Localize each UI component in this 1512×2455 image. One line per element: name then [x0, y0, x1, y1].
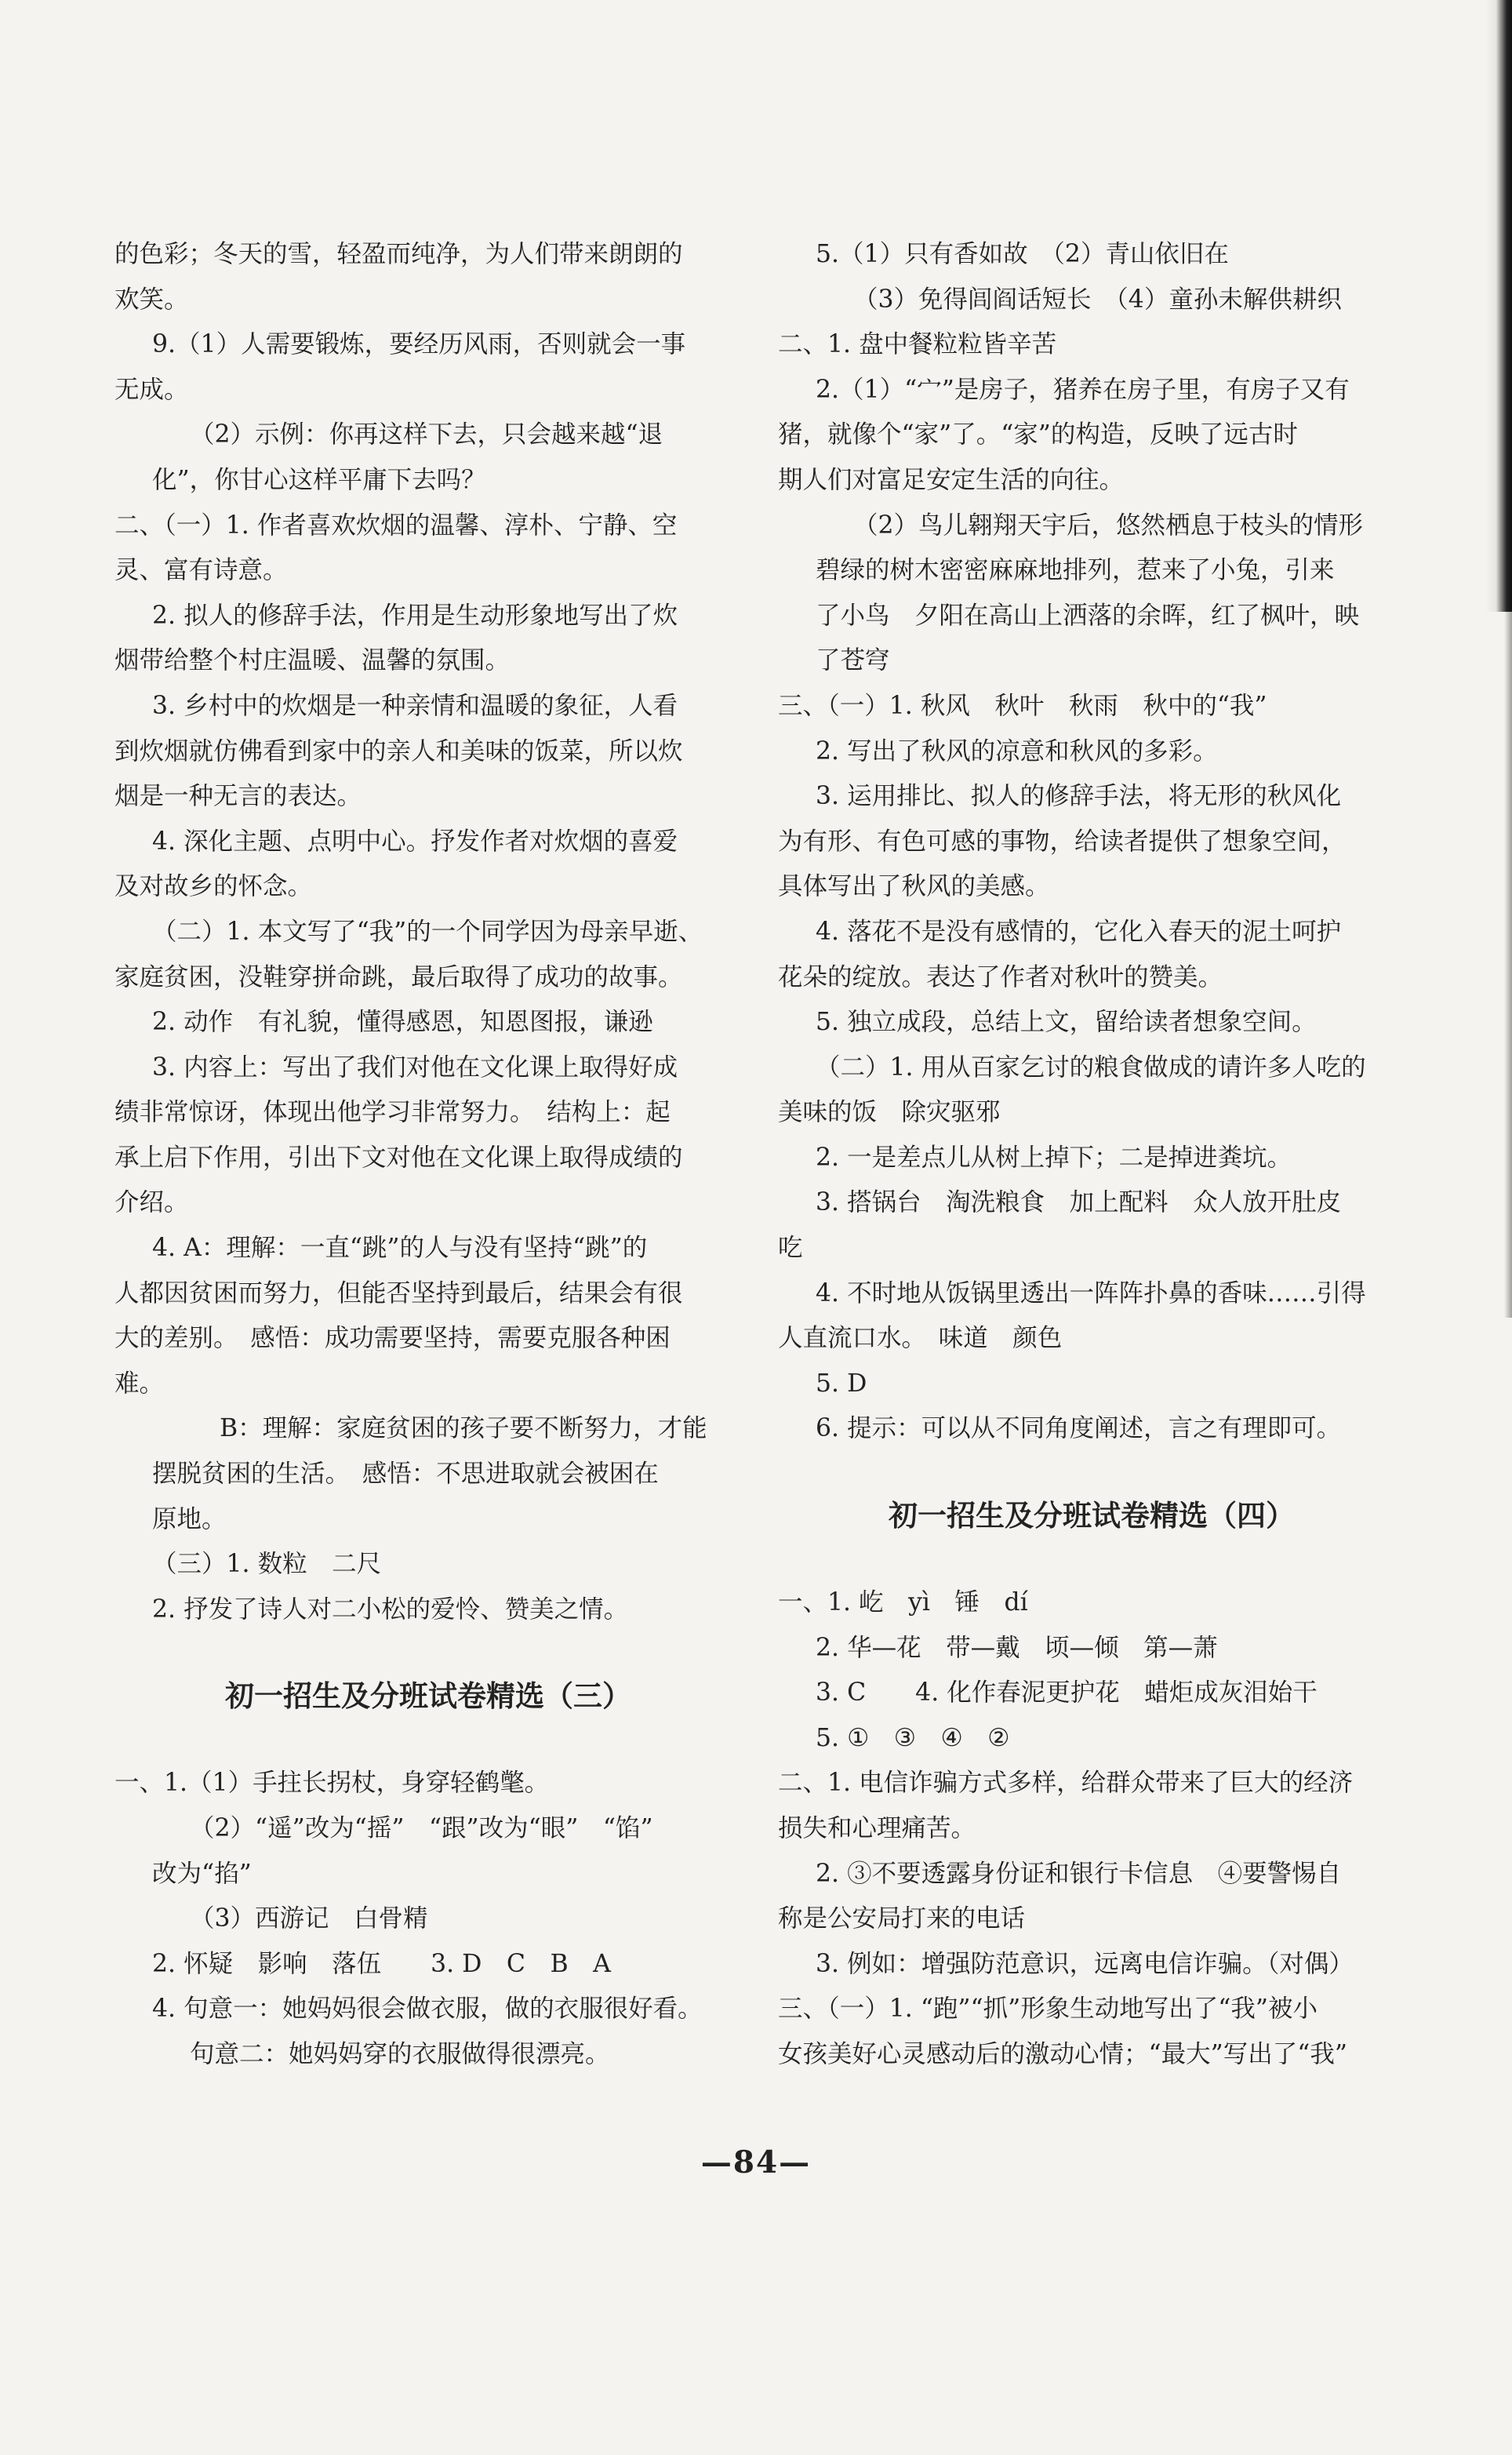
answer-line: 具体写出了秋风的美感。: [778, 872, 1050, 901]
answer-line: 人直流口水。 味道 颜色: [778, 1324, 1063, 1353]
answer-line: 欢笑。: [114, 285, 189, 314]
answer-line: 4. 落花不是没有感情的，它化入春天的泥土呵护: [816, 917, 1342, 946]
answer-line: 句意二：她妈妈穿的衣服做得很漂亮。: [190, 2039, 610, 2068]
answer-line: 4. A：理解：一直“跳”的人与没有坚持“跳”的: [152, 1234, 648, 1263]
answer-line: 二、1. 电信诈骗方式多样，给群众带来了巨大的经济: [778, 1769, 1354, 1798]
answer-line: 为有形、有色可感的事物，给读者提供了想象空间，: [778, 827, 1347, 856]
answer-line: （2）鸟儿翱翔天宇后，悠然栖息于枝头的情形: [853, 511, 1364, 540]
answer-line: 一、1.（1）手拄长拐杖，身穿轻鹤氅。: [114, 1769, 550, 1798]
answer-line: 4. 不时地从饭锅里透出一阵阵扑鼻的香味……引得: [816, 1278, 1366, 1308]
answer-line: （2）示例：你再这样下去，只会越来越“退: [190, 420, 663, 449]
answer-line: 绩非常惊讶，体现出他学习非常努力。 结构上：起: [114, 1098, 671, 1127]
page-edge-shadow-lower: [1504, 612, 1512, 1318]
answer-line: （二）1. 本文写了“我”的一个同学因为母亲早逝、: [152, 917, 703, 946]
answer-line: 化”，你甘心这样平庸下去吗？: [152, 465, 486, 494]
answer-line: 摆脱贫困的生活。 感悟：不思进取就会被困在: [152, 1460, 659, 1489]
answer-line: 无成。: [114, 375, 189, 404]
answer-line: 3. 乡村中的炊烟是一种亲情和温暖的象征，人看: [152, 691, 678, 720]
answer-line: 二、（一）1. 作者喜欢炊烟的温馨、淳朴、宁静、空: [114, 511, 678, 540]
answer-line: （3）免得闾阎话短长 （4）童孙未解供耕织: [853, 285, 1342, 314]
answer-line: （三）1. 数粒 二尺: [152, 1550, 382, 1579]
page-number: —84—: [700, 2144, 812, 2180]
answer-line: （2）“遥”改为“摇” “跟”改为“眼” “馅”: [190, 1814, 653, 1842]
answer-line: 猪，就像个“家”了。“家”的构造，反映了远古时: [778, 420, 1298, 449]
answer-line: 9.（1）人需要锻炼，要经历风雨，否则就会一事: [152, 330, 686, 359]
answer-line: 2. 拟人的修辞手法，作用是生动形象地写出了炊: [152, 601, 678, 630]
answer-line: 烟带给整个村庄温暖、温馨的氛围。: [114, 646, 511, 675]
answer-line: 一、1. 屹 yì 锤 dí: [778, 1588, 1028, 1617]
answer-line: 5. 独立成段，总结上文，留给读者想象空间。: [816, 1008, 1317, 1037]
answer-line: 2. 抒发了诗人对二小松的爱怜、赞美之情。: [152, 1595, 629, 1624]
answer-line: 二、1. 盘中餐粒粒皆辛苦: [778, 330, 1057, 359]
answer-line: B：理解：家庭贫困的孩子要不断努力，才能: [220, 1414, 707, 1443]
answer-line: 5. ① ③ ④ ②: [816, 1723, 1010, 1752]
answer-line: （3）西游记 白骨精: [190, 1904, 428, 1933]
answer-line: 损失和心理痛苦。: [778, 1814, 976, 1842]
answer-line: 4. 深化主题、点明中心。抒发作者对炊烟的喜爱: [152, 827, 678, 856]
answer-line: 2. 怀疑 影响 落伍 3. D C B A: [152, 1949, 611, 1978]
answer-line: 了苍穹: [816, 646, 890, 675]
answer-line: 灵、富有诗意。: [114, 556, 288, 585]
answer-line: 三、（一）1. “跑”“抓”形象生动地写出了“我”被小: [778, 1995, 1318, 2024]
answer-line: 期人们对富足安定生活的向往。: [778, 465, 1125, 494]
answer-line: （二）1. 用从百家乞讨的粮食做成的请许多人吃的: [816, 1053, 1366, 1082]
answer-line: 烟是一种无言的表达。: [114, 782, 362, 811]
answer-line: 6. 提示：可以从不同角度阐述，言之有理即可。: [816, 1414, 1342, 1443]
answer-line: 吃: [778, 1234, 803, 1263]
section-title: 初一招生及分班试卷精选（四）: [889, 1499, 1295, 1533]
answer-line: 的色彩；冬天的雪，轻盈而纯净，为人们带来朗朗的: [114, 240, 683, 268]
answer-line: 家庭贫困，没鞋穿拼命跳，最后取得了成功的故事。: [114, 962, 683, 991]
answer-line: 到炊烟就仿佛看到家中的亲人和美味的饭菜，所以炊: [114, 736, 683, 766]
answer-line: 改为“掐”: [152, 1859, 252, 1888]
answer-line: 4. 句意一：她妈妈很会做衣服，做的衣服很好看。: [152, 1995, 703, 2024]
answer-line: 称是公安局打来的电话: [778, 1904, 1026, 1933]
answer-line: 2. 一是差点儿从树上掉下；二是掉进粪坑。: [816, 1143, 1292, 1172]
answer-line: 2. 写出了秋风的凉意和秋风的多彩。: [816, 736, 1218, 766]
answer-line: 3. 例如：增强防范意识，远离电信诈骗。（对偶）: [816, 1949, 1354, 1978]
answer-line: 2.（1）“宀”是房子，猪养在房子里，有房子又有: [816, 375, 1350, 404]
right-column: [778, 232, 1405, 2078]
answer-line: 花朵的绽放。表达了作者对秋叶的赞美。: [778, 962, 1223, 991]
answer-line: 介绍。: [114, 1188, 189, 1217]
answer-line: 难。: [114, 1369, 165, 1398]
answer-line: 3. 内容上：写出了我们对他在文化课上取得好成: [152, 1053, 678, 1082]
answer-line: 美味的饭 除灾驱邪: [778, 1098, 1001, 1127]
answer-line: 大的差别。 感悟：成功需要坚持，需要克服各种困: [114, 1324, 671, 1353]
answer-line: 5.（1）只有香如故 （2）青山依旧在: [816, 240, 1229, 268]
answer-line: 3. 搭锅台 淘洗粮食 加上配料 众人放开肚皮: [816, 1188, 1342, 1217]
answer-line: 3. C 4. 化作春泥更护花 蜡炬成灰泪始干: [816, 1678, 1318, 1708]
answer-line: 了小鸟 夕阳在高山上洒落的余晖，红了枫叶，映: [816, 601, 1360, 630]
answer-line: 5. D: [816, 1369, 867, 1398]
answer-line: 女孩美好心灵感动后的激动心情；“最大”写出了“我”: [778, 2039, 1347, 2068]
answer-line: 2. ③不要透露身份证和银行卡信息 ④要警惕自: [816, 1859, 1342, 1888]
answer-line: 及对故乡的怀念。: [114, 872, 313, 901]
answer-line: 2. 华—花 带—戴 顷—倾 第—萧: [816, 1633, 1218, 1662]
answer-line: 碧绿的树木密密麻麻地排列，惹来了小兔，引来: [816, 556, 1335, 585]
section-title: 初一招生及分班试卷精选（三）: [225, 1679, 631, 1714]
page-edge-shadow: [1485, 0, 1512, 612]
answer-line: 三、（一）1. 秋风 秋叶 秋雨 秋中的“我”: [778, 691, 1267, 720]
answer-line: 人都因贫困而努力，但能否坚持到最后，结果会有很: [114, 1278, 683, 1308]
answer-line: 原地。: [152, 1504, 227, 1533]
answer-line: 2. 动作 有礼貌，懂得感恩，知恩图报，谦逊: [152, 1008, 653, 1037]
left-column: [114, 232, 742, 2078]
answer-line: 3. 运用排比、拟人的修辞手法，将无形的秋风化: [816, 782, 1342, 811]
answer-line: 承上启下作用，引出下文对他在文化课上取得成绩的: [114, 1143, 683, 1172]
